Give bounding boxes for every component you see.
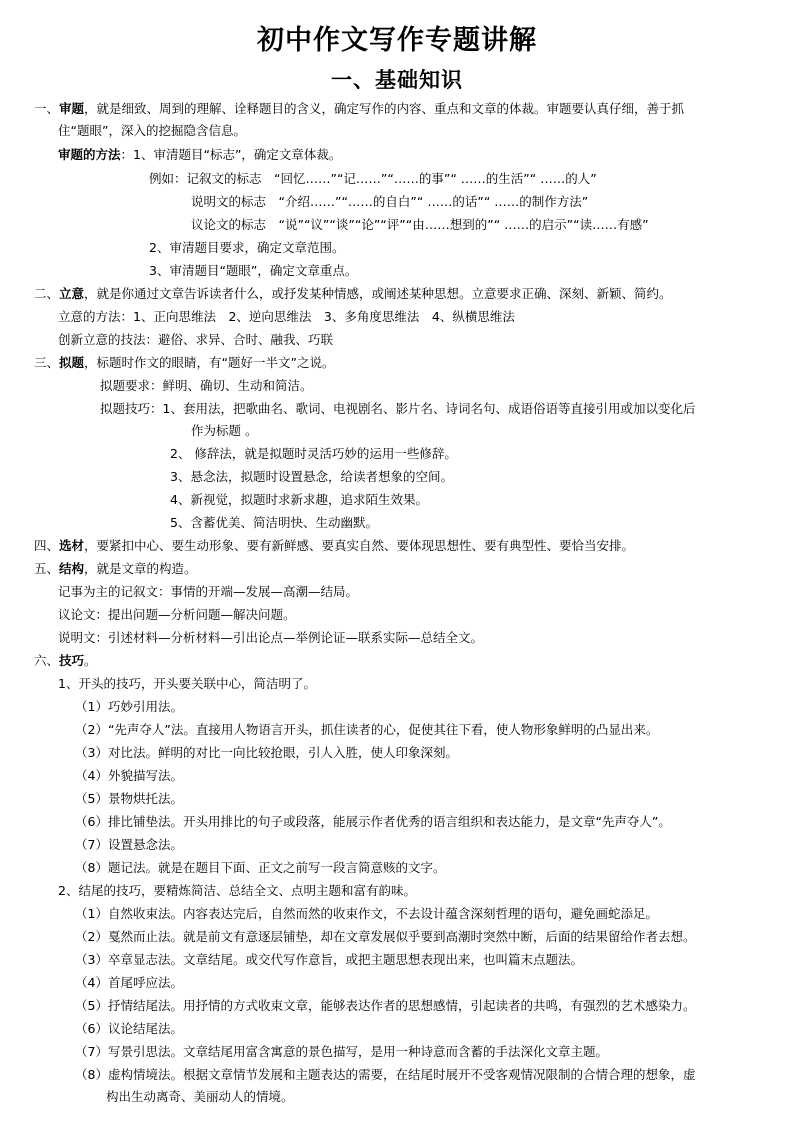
sec3-text: ，标题时作文的眼睛，有“题好一半文”之说。	[84, 355, 335, 370]
opening-item: （7）设置悬念法。	[75, 837, 183, 852]
opening-item: （3）对比法。鲜明的对比一向比较抢眼，引人入胜，使人印象深刻。	[75, 745, 458, 760]
sec1-method-2: 2、审清题目要求，确定文章范围。	[149, 240, 345, 255]
sec2-term: 立意	[59, 286, 85, 301]
sec1-method-3: 3、审清题目“题眼”，确定文章重点。	[149, 263, 358, 278]
ending-item: （7）写景引思法。文章结尾用富含寓意的景色描写，是用一种诗意而含蓄的手法深化文章主题。	[75, 1044, 608, 1059]
sec6-line	[34, 653, 97, 669]
sec1-method-term: 审题的方法	[58, 147, 121, 162]
ending-item: （2）戛然而止法。就是前文有意逐层铺垫，却在文章发展似乎要到高潮时突然中断，后面的结果留给作者去想。	[75, 929, 696, 944]
section-heading: 一、基础知识	[331, 67, 463, 92]
sec3-term: 拟题	[59, 355, 85, 370]
sec2-line	[34, 286, 672, 302]
ending-item: （4）首尾呼应法。	[75, 975, 183, 990]
ending-item: （1）自然收束法。内容表达完后，自然而然的收束作文，不去设计蕴含深刻哲理的语句，避免画蛇添足。	[75, 906, 658, 921]
sec1-continuation: 住“题眼”，深入的挖掘隐含信息。	[58, 123, 246, 138]
sec3-technique-1: 拟题技巧：1、套用法，把歌曲名、歌词、电视剧名、影片名、诗词名句、成语俗语等直接引用或加以变化后	[100, 401, 696, 416]
sec6-number: 六、	[34, 653, 60, 668]
ending-item: （8）虚构情境法。根据文章情节发展和主题表达的需要，在结尾时展开不受客观情况限制的合情合理的想象，虚	[75, 1067, 696, 1082]
sec1-example-3: 议论文的标志 “说”“议”“谈”“论”“评”“由……想到的”“ ……的启示”“读……有感”	[191, 217, 649, 232]
opening-item: （6）排比铺垫法。开头用排比的句子或段落，能展示作者优秀的语言组织和表达能力，是文章“先声夺人”。	[75, 814, 671, 829]
sec3-technique-1-cont: 作为标题 。	[191, 423, 258, 438]
sec3-technique-2: 2、 修辞法，就是拟题时灵活巧妙的运用一些修辞。	[170, 446, 457, 461]
sec5-text: ，就是文章的构造。	[84, 561, 197, 576]
sec5-number: 五、	[34, 561, 60, 576]
sec1-text: ，就是细致、周到的理解、诠释题目的含义，确定写作的内容、重点和文章的体裁。审题要认真仔细，善于抓	[84, 101, 685, 116]
opening-item: （2）“先声夺人”法。直接用人物语言开头，抓住读者的心，促使其往下看，使人物形象鲜明的凸显出来。	[75, 722, 659, 737]
sec5-term: 结构	[59, 561, 85, 576]
opening-item: （4）外貌描写法。	[75, 768, 183, 783]
sec6-opening-heading: 1、开头的技巧，开头要关联中心，简洁明了。	[58, 676, 316, 691]
sec5-expository: 说明文：引述材料—分析材料—引出论点—举例论证—联系实际—总结全文。	[58, 630, 484, 645]
sec1-method-line	[58, 147, 341, 163]
sec4-term: 选材	[59, 538, 85, 553]
opening-item: （5）景物烘托法。	[75, 791, 183, 806]
sec1-number: 一、	[34, 101, 60, 116]
sec3-number: 三、	[34, 355, 60, 370]
sec2-text: ，就是你通过文章告诉读者什么，或抒发某种情感，或阐述某种思想。立意要求正确、深刻、新颖、简约。	[84, 286, 672, 301]
sec2-creative: 创新立意的技法：避俗、求异、合时、融我、巧联	[58, 332, 334, 347]
sec3-line	[34, 355, 334, 371]
ending-item-8-cont: 构出生动离奇、美丽动人的情境。	[106, 1089, 294, 1104]
opening-item: （8）题记法。就是在题目下面、正文之前写一段言简意赅的文字。	[75, 860, 446, 875]
sec1-term: 审题	[59, 101, 85, 116]
sec3-technique-5: 5、含蓄优美、简洁明快、生动幽默。	[170, 515, 378, 530]
sec1-example-1: 例如：记叙文的标志 “回忆……”“记……”“……的事”“ ……的生活”“ ……的人”	[149, 171, 597, 186]
sec4-number: 四、	[34, 538, 60, 553]
ending-item: （5）抒情结尾法。用抒情的方式收束文章，能够表达作者的思想感情，引起读者的共鸣，有强烈的艺术感染力。	[75, 998, 696, 1013]
sec3-technique-3: 3、悬念法，拟题时设置悬念，给读者想象的空间。	[170, 469, 453, 484]
sec4-line	[34, 538, 634, 554]
sec2-methods: 立意的方法：1、正向思维法 2、逆向思维法 3、多角度思维法 4、纵横思维法	[58, 309, 515, 324]
sec2-number: 二、	[34, 286, 60, 301]
sec6-text: 。	[84, 653, 97, 668]
sec6-term: 技巧	[59, 653, 85, 668]
sec4-text: ，要紧扣中心、要生动形象、要有新鲜感、要真实自然、要体现思想性、要有典型性、要恰当安排。	[84, 538, 635, 553]
sec5-argumentative: 议论文：提出问题—分析问题—解决问题。	[58, 607, 296, 622]
sec1-method-text: ：1、审清题目“标志”，确定文章体裁。	[120, 147, 342, 162]
sec1-line	[34, 101, 684, 117]
sec6-ending-heading: 2、结尾的技巧，要精炼简洁、总结全文、点明主题和富有韵味。	[58, 883, 416, 898]
ending-item: （3）卒章显志法。文章结尾。或交代写作意旨，或把主题思想表现出来，也叫篇末点题法。	[75, 952, 583, 967]
opening-item: （1）巧妙引用法。	[75, 699, 183, 714]
sec1-example-2: 说明文的标志 “介绍……”“……的自白”“ ……的话”“ ……的制作方法”	[191, 194, 589, 209]
sec3-technique-4: 4、新视觉，拟题时求新求趣，追求陌生效果。	[170, 492, 428, 507]
sec3-requirement: 拟题要求：鲜明、确切、生动和简洁。	[100, 378, 313, 393]
sec5-line	[34, 561, 197, 577]
sec5-narrative: 记事为主的记叙文：事情的开端—发展—高潮—结局。	[58, 584, 359, 599]
ending-item: （6）议论结尾法。	[75, 1021, 183, 1036]
document-title: 初中作文写作专题讲解	[257, 25, 537, 56]
